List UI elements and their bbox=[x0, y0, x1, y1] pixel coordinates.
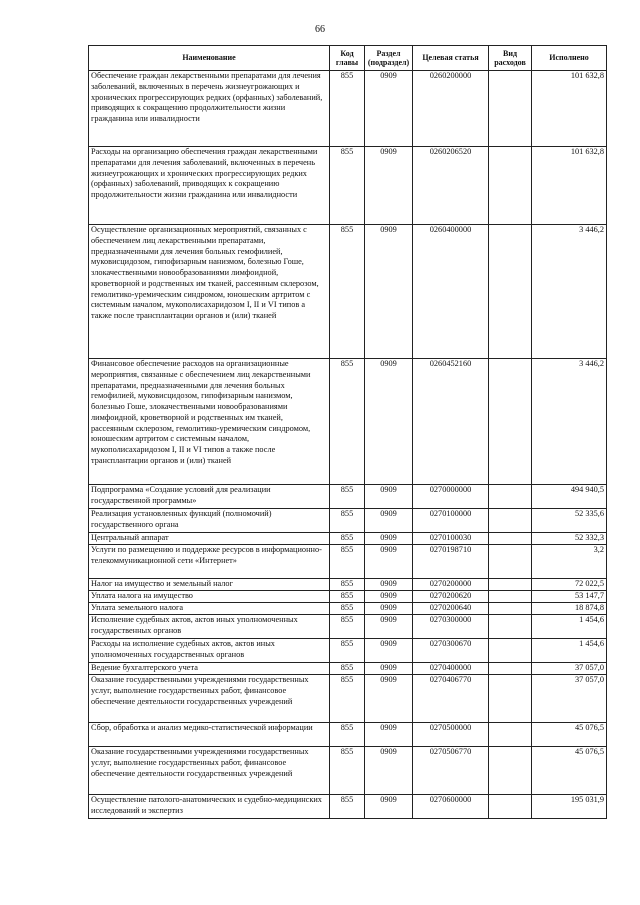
row-article: 0270200000 bbox=[413, 579, 489, 591]
row-amount: 195 031,9 bbox=[532, 795, 607, 819]
row-amount: 1 454,6 bbox=[532, 615, 607, 639]
row-amount: 3 446,2 bbox=[532, 225, 607, 359]
row-amount: 53 147,7 bbox=[532, 591, 607, 603]
row-code: 855 bbox=[330, 359, 365, 485]
table-row bbox=[89, 359, 607, 485]
table-body bbox=[89, 71, 607, 819]
table-row bbox=[89, 795, 607, 819]
table-row bbox=[89, 591, 607, 603]
row-code: 855 bbox=[330, 147, 365, 225]
row-article: 0270400000 bbox=[413, 663, 489, 675]
row-name: Осуществление патолого-анатомических и судебно-медицинских исследований и экспертиз bbox=[89, 795, 330, 819]
row-article: 0270198710 bbox=[413, 545, 489, 579]
table-row bbox=[89, 723, 607, 747]
row-expense-type bbox=[489, 147, 532, 225]
header-section: Раздел (подраздел) bbox=[365, 46, 413, 71]
row-code: 855 bbox=[330, 591, 365, 603]
row-article: 0270300670 bbox=[413, 639, 489, 663]
row-section: 0909 bbox=[365, 359, 413, 485]
row-name: Оказание государственными учреждениями государственных услуг, выполнение государственных работ, финансовое обеспечение деятельности государственных учреждений bbox=[89, 747, 330, 795]
row-article: 0260452160 bbox=[413, 359, 489, 485]
row-name: Подпрограмма «Создание условий для реализации государственной программы» bbox=[89, 485, 330, 509]
row-article: 0270000000 bbox=[413, 485, 489, 509]
row-name: Уплата земельного налога bbox=[89, 603, 330, 615]
row-section: 0909 bbox=[365, 603, 413, 615]
table-row bbox=[89, 147, 607, 225]
row-code: 855 bbox=[330, 615, 365, 639]
row-expense-type bbox=[489, 485, 532, 509]
row-expense-type bbox=[489, 591, 532, 603]
row-name: Обеспечение граждан лекарственными препаратами для лечения заболеваний, включенных в перечень жизнеугрожающих и хронических прогрессирующих редких (орфанных) заболеваний, приводящих к сокращению продолжительности жизни гражданина или инвалидности bbox=[89, 71, 330, 147]
table-row bbox=[89, 579, 607, 591]
row-expense-type bbox=[489, 639, 532, 663]
row-expense-type bbox=[489, 663, 532, 675]
table-header bbox=[89, 46, 607, 71]
row-section: 0909 bbox=[365, 509, 413, 533]
row-section: 0909 bbox=[365, 225, 413, 359]
row-section: 0909 bbox=[365, 795, 413, 819]
row-amount: 101 632,8 bbox=[532, 71, 607, 147]
row-article: 0270200640 bbox=[413, 603, 489, 615]
row-amount: 52 335,6 bbox=[532, 509, 607, 533]
row-section: 0909 bbox=[365, 545, 413, 579]
table-row bbox=[89, 533, 607, 545]
row-section: 0909 bbox=[365, 723, 413, 747]
row-section: 0909 bbox=[365, 485, 413, 509]
row-name: Исполнение судебных актов, актов иных уполномоченных государственных органов bbox=[89, 615, 330, 639]
row-amount: 45 076,5 bbox=[532, 747, 607, 795]
row-expense-type bbox=[489, 723, 532, 747]
row-code: 855 bbox=[330, 533, 365, 545]
page-number: 66 bbox=[315, 24, 325, 35]
table-row bbox=[89, 603, 607, 615]
row-expense-type bbox=[489, 545, 532, 579]
row-amount: 72 022,5 bbox=[532, 579, 607, 591]
row-section: 0909 bbox=[365, 533, 413, 545]
row-expense-type bbox=[489, 225, 532, 359]
row-code: 855 bbox=[330, 603, 365, 615]
row-name: Осуществление организационных мероприятий, связанных с обеспечением лиц лекарственными препаратами, предназначенными для лечения больных гемофилией, муковисцидозом, гипофизарным нанизмом, болезнью Гоше, злокачественными новообразованиями лимфоидной, кроветворной и родственных им тканей, рассеянным склерозом, гемолитико-уремическим синдромом, юношеским артритом с системным началом, мукополисахаридозом I, II и VI типов а также после трансплантации органов и (или) тканей bbox=[89, 225, 330, 359]
row-name: Уплата налога на имущество bbox=[89, 591, 330, 603]
table-row bbox=[89, 545, 607, 579]
row-section: 0909 bbox=[365, 663, 413, 675]
row-expense-type bbox=[489, 509, 532, 533]
row-section: 0909 bbox=[365, 747, 413, 795]
row-name: Финансовое обеспечение расходов на организационные мероприятия, связанные с обеспечением лиц лекарственными препаратами, предназначенными для лечения больных гемофилией, муковисцидозом, гипофизарным нанизмом, болезнью Гоше, злокачественными новообразованиями лимфоидной, кроветворной и родственных им тканей, рассеянным склерозом, гемолитико-уремическим синдромом, юношеским артритом с системным началом, мукополисахаридозом I, II и VI типов а также после трансплантации органов и (или) тканей bbox=[89, 359, 330, 485]
row-expense-type bbox=[489, 71, 532, 147]
row-section: 0909 bbox=[365, 615, 413, 639]
row-amount: 101 632,8 bbox=[532, 147, 607, 225]
row-amount: 37 057,0 bbox=[532, 675, 607, 723]
table-row bbox=[89, 485, 607, 509]
row-amount: 494 940,5 bbox=[532, 485, 607, 509]
row-article: 0270500000 bbox=[413, 723, 489, 747]
header-amount: Исполнено bbox=[532, 46, 607, 71]
row-expense-type bbox=[489, 579, 532, 591]
header-row bbox=[89, 46, 607, 71]
row-code: 855 bbox=[330, 509, 365, 533]
row-article: 0270600000 bbox=[413, 795, 489, 819]
row-code: 855 bbox=[330, 71, 365, 147]
row-expense-type bbox=[489, 359, 532, 485]
table-row bbox=[89, 509, 607, 533]
row-article: 0270100000 bbox=[413, 509, 489, 533]
row-section: 0909 bbox=[365, 579, 413, 591]
row-name: Сбор, обработка и анализ медико-статистической информации bbox=[89, 723, 330, 747]
row-code: 855 bbox=[330, 723, 365, 747]
row-expense-type bbox=[489, 603, 532, 615]
row-amount: 3 446,2 bbox=[532, 359, 607, 485]
row-expense-type bbox=[489, 615, 532, 639]
row-article: 0260206520 bbox=[413, 147, 489, 225]
row-article: 0270506770 bbox=[413, 747, 489, 795]
row-section: 0909 bbox=[365, 675, 413, 723]
row-section: 0909 bbox=[365, 591, 413, 603]
header-article: Целевая статья bbox=[413, 46, 489, 71]
table-row bbox=[89, 225, 607, 359]
row-amount: 37 057,0 bbox=[532, 663, 607, 675]
row-code: 855 bbox=[330, 579, 365, 591]
table-row bbox=[89, 747, 607, 795]
row-section: 0909 bbox=[365, 147, 413, 225]
row-article: 0270200620 bbox=[413, 591, 489, 603]
row-expense-type bbox=[489, 533, 532, 545]
row-code: 855 bbox=[330, 663, 365, 675]
row-amount: 1 454,6 bbox=[532, 639, 607, 663]
row-amount: 18 874,8 bbox=[532, 603, 607, 615]
header-code: Код главы bbox=[330, 46, 365, 71]
row-amount: 3,2 bbox=[532, 545, 607, 579]
table-row bbox=[89, 639, 607, 663]
row-section: 0909 bbox=[365, 639, 413, 663]
header-expense-type: Вид расходов bbox=[489, 46, 532, 71]
row-name: Расходы на организацию обеспечения граждан лекарственными препаратами для лечения заболеваний, включенных в перечень жизнеугрожающих и хронических прогрессирующих редких (орфанных) заболеваний, приводящих к сокращению продолжительности жизни гражданина или инвалидности bbox=[89, 147, 330, 225]
table-row bbox=[89, 71, 607, 147]
row-section: 0909 bbox=[365, 71, 413, 147]
row-name: Оказание государственными учреждениями государственных услуг, выполнение государственных работ, финансовое обеспечение деятельности государственных учреждений bbox=[89, 675, 330, 723]
row-code: 855 bbox=[330, 545, 365, 579]
row-article: 0270300000 bbox=[413, 615, 489, 639]
row-code: 855 bbox=[330, 639, 365, 663]
row-article: 0270406770 bbox=[413, 675, 489, 723]
row-amount: 52 332,3 bbox=[532, 533, 607, 545]
row-name: Центральный аппарат bbox=[89, 533, 330, 545]
header-name: Наименование bbox=[89, 46, 330, 71]
row-code: 855 bbox=[330, 485, 365, 509]
row-article: 0260200000 bbox=[413, 71, 489, 147]
row-code: 855 bbox=[330, 675, 365, 723]
row-name: Реализация установленных функций (полномочий) государственного органа bbox=[89, 509, 330, 533]
row-amount: 45 076,5 bbox=[532, 723, 607, 747]
table-row bbox=[89, 675, 607, 723]
row-code: 855 bbox=[330, 225, 365, 359]
row-expense-type bbox=[489, 675, 532, 723]
row-expense-type bbox=[489, 747, 532, 795]
row-code: 855 bbox=[330, 795, 365, 819]
row-name: Налог на имущество и земельный налог bbox=[89, 579, 330, 591]
row-code: 855 bbox=[330, 747, 365, 795]
table-row bbox=[89, 615, 607, 639]
table-row bbox=[89, 663, 607, 675]
row-article: 0270100030 bbox=[413, 533, 489, 545]
row-expense-type bbox=[489, 795, 532, 819]
row-article: 0260400000 bbox=[413, 225, 489, 359]
budget-table bbox=[88, 45, 607, 819]
row-name: Расходы на исполнение судебных актов, актов иных уполномоченных государственных органов bbox=[89, 639, 330, 663]
row-name: Услуги по размещению и поддержке ресурсов в информационно-телекоммуникационной сети «Интернет» bbox=[89, 545, 330, 579]
row-name: Ведение бухгалтерского учета bbox=[89, 663, 330, 675]
